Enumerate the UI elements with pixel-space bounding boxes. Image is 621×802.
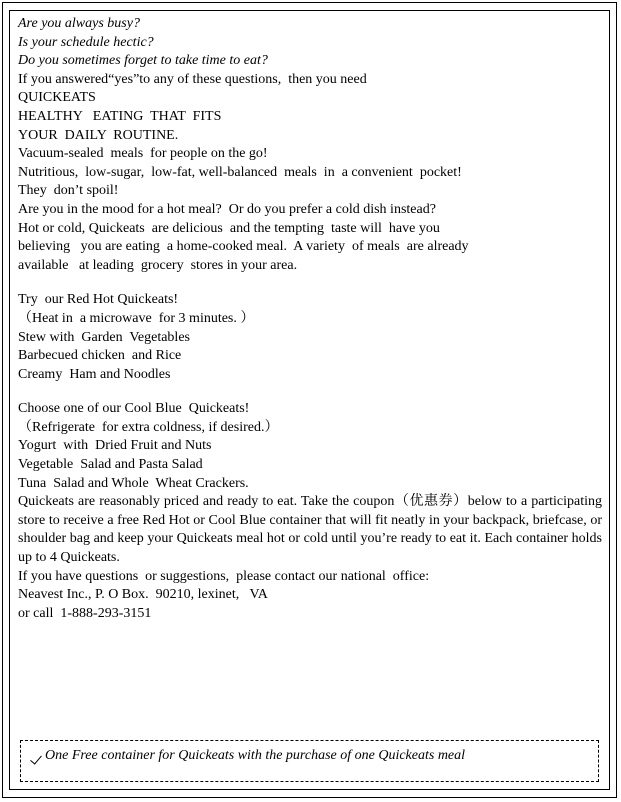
hot-menu-item: Creamy Ham and Noodles — [18, 366, 171, 382]
slogan-line: YOUR DAILY ROUTINE. — [18, 127, 179, 143]
hot-menu-item: Barbecued chicken and Rice — [18, 348, 182, 364]
body-line: Vacuum-sealed meals for people on the go! — [18, 146, 268, 162]
spacer — [18, 384, 602, 400]
hot-menu-note: （Heat in a microwave for 3 minutes. ） — [18, 310, 255, 326]
advertisement-text — [18, 15, 602, 623]
checkmark-icon — [30, 752, 42, 764]
hot-menu-item: Stew with Garden Vegetables — [18, 329, 190, 345]
brand-name: QUICKEATS — [18, 90, 96, 106]
intro-question: Do you sometimes forget to take time to eat? — [18, 53, 268, 69]
cool-menu-heading: Choose one of our Cool Blue Quickeats! — [18, 401, 250, 417]
cool-menu-note: （Refrigerate for extra coldness, if desired.） — [18, 419, 279, 435]
hot-menu-heading: Try our Red Hot Quickeats! — [18, 292, 179, 308]
body-line: Hot or cold, Quickeats are delicious and the tempting taste will have you — [18, 220, 440, 236]
spacer — [18, 275, 602, 291]
contact-line: or call 1-888-293-3151 — [18, 605, 152, 621]
contact-line: If you have questions or suggestions, please contact our national office: — [18, 568, 430, 584]
coupon-box[interactable] — [20, 740, 599, 782]
contact-line: Neavest Inc., P. O Box. 90210, lexinet, VA — [18, 587, 268, 603]
body-line: They don’t spoil! — [18, 183, 119, 199]
body-line: Are you in the mood for a hot meal? Or do you prefer a cold dish instead? — [18, 201, 436, 217]
intro-question: Is your schedule hectic? — [18, 34, 154, 50]
coupon-text: One Free container for Quickeats with the purchase of one Quickeats meal — [45, 748, 466, 763]
cool-menu-item: Yogurt with Dried Fruit and Nuts — [18, 438, 212, 454]
offer-paragraph: Quickeats are reasonably priced and ready to eat. Take the coupon（优惠券）below to a participating store to receive a free Red Hot or Cool Blue container that will fit neatly in your backpack, briefcase, or shoulder bag and keep your Quickeats meal hot or cold until you’re ready to eat it. Each container holds up to 4 Quickeats. — [18, 494, 602, 566]
slogan-line: HEALTHY EATING THAT FITS — [18, 108, 222, 124]
cool-menu-item: Tuna Salad and Whole Wheat Crackers. — [18, 475, 249, 491]
body-line: believing you are eating a home-cooked meal. A variety of meals are already — [18, 239, 469, 255]
intro-question: Are you always busy? — [18, 16, 140, 31]
body-line: Nutritious, low-sugar, low-fat, well-balanced meals in a convenient pocket! — [18, 164, 462, 180]
body-line: available at leading grocery stores in your area. — [18, 257, 298, 273]
answer-line: If you answered“yes”to any of these questions, then you need — [18, 71, 367, 87]
cool-menu-item: Vegetable Salad and Pasta Salad — [18, 457, 203, 473]
